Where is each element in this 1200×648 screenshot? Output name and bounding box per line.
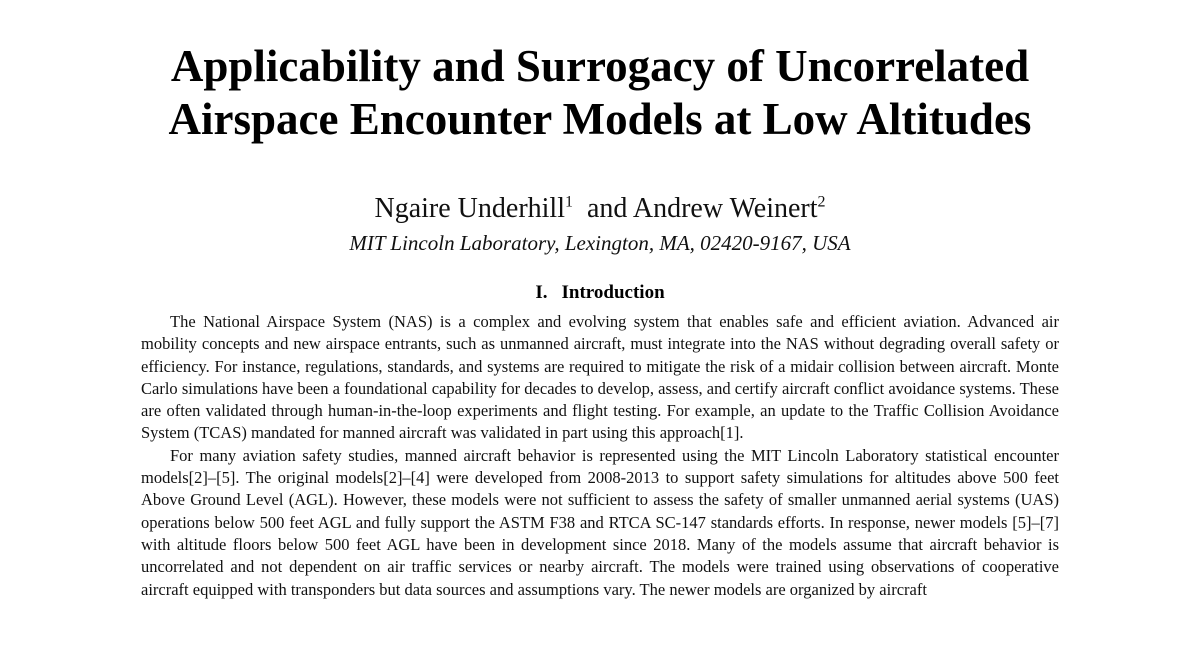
section-number: I. xyxy=(535,282,548,303)
paper-title-line-1: Applicability and Surrogacy of Uncorrelated xyxy=(170,41,1030,91)
author-footnote-marker: 1 xyxy=(564,193,573,211)
author-name: Ngaire Underhill xyxy=(374,193,565,224)
paper-title-line-2: Airspace Encounter Models at Low Altitudes xyxy=(168,94,1032,144)
paragraph: The National Airspace System (NAS) is a complex and evolving system that enables safe and efficient aviation. Advanced air mobility concepts and new airspace entrants, such as unmanned aircraft, must integrate into the NAS without degrading overall safety or efficiency. For instance, regulations, standards, and systems are required to mitigate the risk of a midair collision between aircraft. Monte Carlo simulations have been a foundational capability for decades to develop, assess, and certify aircraft conflict avoidance systems. These are often validated through human-in-the-loop experiments and flight testing. For example, an update to the Traffic Collision Avoidance System (TCAS) mandated for manned aircraft was validated in part using this approach[1]. xyxy=(141,312,1059,443)
section-heading xyxy=(100,282,1100,304)
author-list xyxy=(100,192,1100,226)
author-footnote-marker: 2 xyxy=(817,193,826,211)
paragraph: For many aviation safety studies, manned aircraft behavior is represented using the MIT Lincoln Laboratory statistical encounter models[2]–[5]. The original models[2]–[4] were developed from 2008-2013 to support safety simulations for altitudes above 500 feet Above Ground Level (AGL). However, these models were not sufficient to assess the safety of smaller unmanned aerial systems (UAS) operations below 500 feet AGL and fully support the ASTM F38 and RTCA SC-147 standards efforts. In response, newer models [5]–[7] with altitude floors below 500 feet AGL have been in development since 2018. Many of the models assume that aircraft behavior is uncorrelated and not dependent on air traffic services or nearby aircraft. The models were trained using observations of cooperative aircraft equipped with transponders but data sources and assumptions vary. The newer models are organized by aircraft xyxy=(141,445,1059,599)
author-affiliation: MIT Lincoln Laboratory, Lexington, MA, 02420-9167, USA xyxy=(349,231,851,255)
paper-title xyxy=(100,40,1100,146)
body-text xyxy=(141,311,1059,601)
section-title: Introduction xyxy=(561,282,665,303)
author-connector: and xyxy=(586,193,628,224)
author-name: Andrew Weinert xyxy=(632,193,818,224)
